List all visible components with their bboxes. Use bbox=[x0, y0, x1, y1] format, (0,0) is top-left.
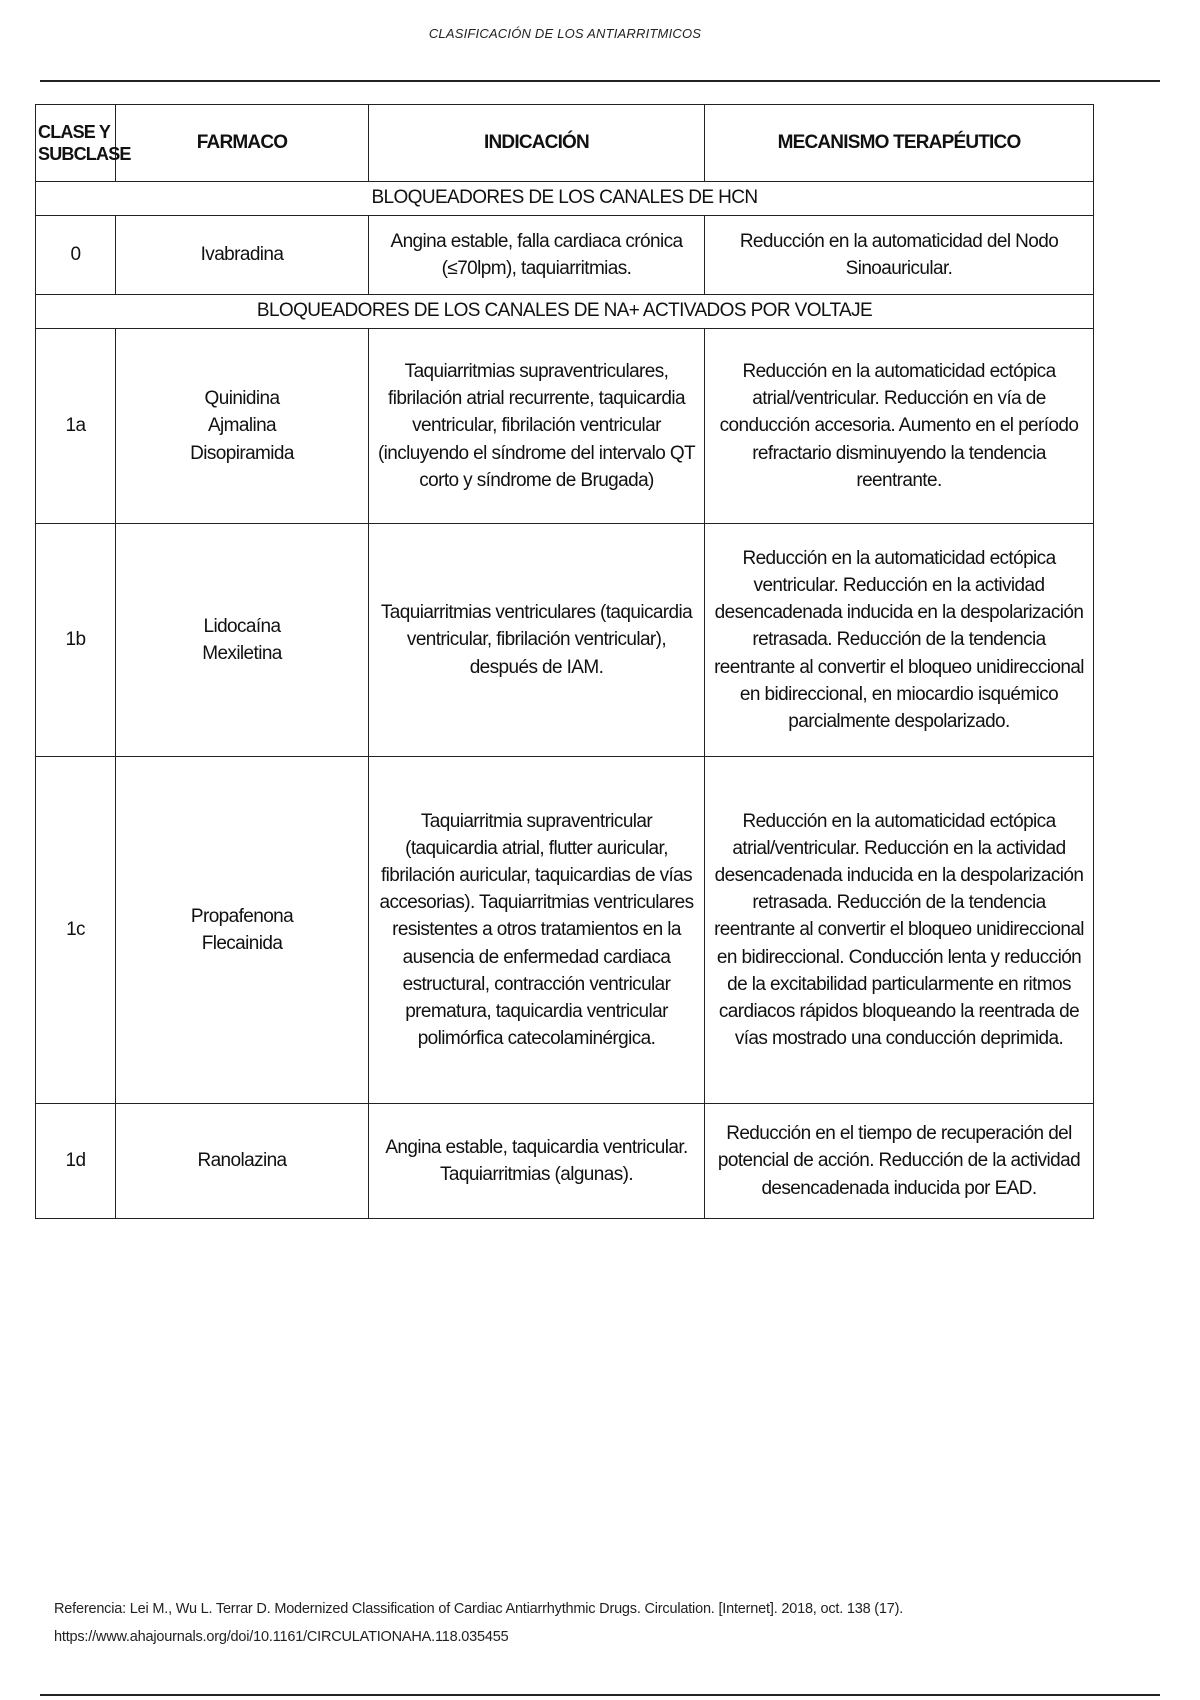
indication-cell: Angina estable, falla cardiaca crónica (≤70lpm), taquiarritmias. bbox=[369, 216, 705, 295]
drug-cell: Ivabradina bbox=[116, 216, 369, 295]
page-header-title: CLASIFICACIÓN DE LOS ANTIARRITMICOS bbox=[428, 26, 702, 41]
reference-url-link[interactable]: https://www.ahajournals.org/doi/10.1161/CIRCULATIONAHA.118.035455 bbox=[54, 1629, 509, 1645]
class-cell: 1b bbox=[36, 524, 116, 757]
table-header-row bbox=[36, 105, 1094, 182]
table-row bbox=[36, 757, 1094, 1104]
reference-citation: Referencia: Lei M., Wu L. Terrar D. Modernized Classification of Cardiac Antiarrhythmic Drugs. Circulation. [Internet]. 2018, oct. 138 (17). bbox=[54, 1601, 904, 1617]
table-row bbox=[36, 216, 1094, 295]
indication-cell: Taquiarritmias supraventriculares, fibrilación atrial recurrente, taquicardia ventricular, fibrilación ventricular (incluyendo el síndrome del intervalo QT corto y síndrome de Brugada) bbox=[369, 329, 705, 524]
drug-cell: Lidocaína Mexiletina bbox=[116, 524, 369, 757]
section-row bbox=[36, 182, 1094, 216]
section-title-na-channel-blockers: BLOQUEADORES DE LOS CANALES DE NA+ ACTIVADOS POR VOLTAJE bbox=[36, 295, 1094, 329]
class-cell: 1a bbox=[36, 329, 116, 524]
mechanism-cell: Reducción en la automaticidad del Nodo Sinoauricular. bbox=[705, 216, 1094, 295]
mechanism-cell: Reducción en la automaticidad ectópica ventricular. Reducción en la actividad desencadenada inducida en la despolarización retrasada. Reducción de la tendencia reentrante al convertir el bloqueo unidireccional en bidireccional, en miocardio isquémico parcialmente despolarizado. bbox=[705, 524, 1094, 757]
table-row bbox=[36, 524, 1094, 757]
table-row bbox=[36, 1104, 1094, 1219]
column-header-indication: INDICACIÓN bbox=[369, 105, 705, 182]
column-header-class: CLASE Y SUBCLASE bbox=[36, 105, 116, 182]
antiarrhythmic-classification-table bbox=[35, 104, 1094, 1219]
footer-divider bbox=[40, 1694, 1160, 1696]
indication-cell: Taquiarritmias ventriculares (taquicardia ventricular, fibrilación ventricular), después de IAM. bbox=[369, 524, 705, 757]
drug-cell: Quinidina Ajmalina Disopiramida bbox=[116, 329, 369, 524]
mechanism-cell: Reducción en la automaticidad ectópica atrial/ventricular. Reducción en la actividad desencadenada inducida en la despolarización retrasada. Reducción de la tendencia reentrante al convertir el bloqueo unidireccional en bidireccional. Conducción lenta y reducción de la excitabilidad particularmente en ritmos cardiacos rápidos bloqueando la reentrada de vías mostrado una conducción deprimida. bbox=[705, 757, 1094, 1104]
section-row bbox=[36, 295, 1094, 329]
column-header-mechanism: MECANISMO TERAPÉUTICO bbox=[705, 105, 1094, 182]
class-cell: 1c bbox=[36, 757, 116, 1104]
header-divider bbox=[40, 80, 1160, 82]
mechanism-cell: Reducción en la automaticidad ectópica atrial/ventricular. Reducción en vía de conducción accesoria. Aumento en el período refractario disminuyendo la tendencia reentrante. bbox=[705, 329, 1094, 524]
section-title-hcn-blockers: BLOQUEADORES DE LOS CANALES DE HCN bbox=[36, 182, 1094, 216]
mechanism-cell: Reducción en el tiempo de recuperación del potencial de acción. Reducción de la actividad desencadenada inducida por EAD. bbox=[705, 1104, 1094, 1219]
class-cell: 0 bbox=[36, 216, 116, 295]
class-cell: 1d bbox=[36, 1104, 116, 1219]
drug-cell: Propafenona Flecainida bbox=[116, 757, 369, 1104]
column-header-drug: FARMACO bbox=[116, 105, 369, 182]
indication-cell: Angina estable, taquicardia ventricular. Taquiarritmias (algunas). bbox=[369, 1104, 705, 1219]
drug-cell: Ranolazina bbox=[116, 1104, 369, 1219]
table-row bbox=[36, 329, 1094, 524]
indication-cell: Taquiarritmia supraventricular (taquicardia atrial, flutter auricular, fibrilación auricular, taquicardias de vías accesorias). Taquiarritmias ventriculares resistentes a otros tratamientos en la ausencia de enfermedad cardiaca estructural, contracción ventricular prematura, taquicardia ventricular polimórfica catecolaminérgica. bbox=[369, 757, 705, 1104]
reference-block bbox=[54, 1595, 1134, 1651]
